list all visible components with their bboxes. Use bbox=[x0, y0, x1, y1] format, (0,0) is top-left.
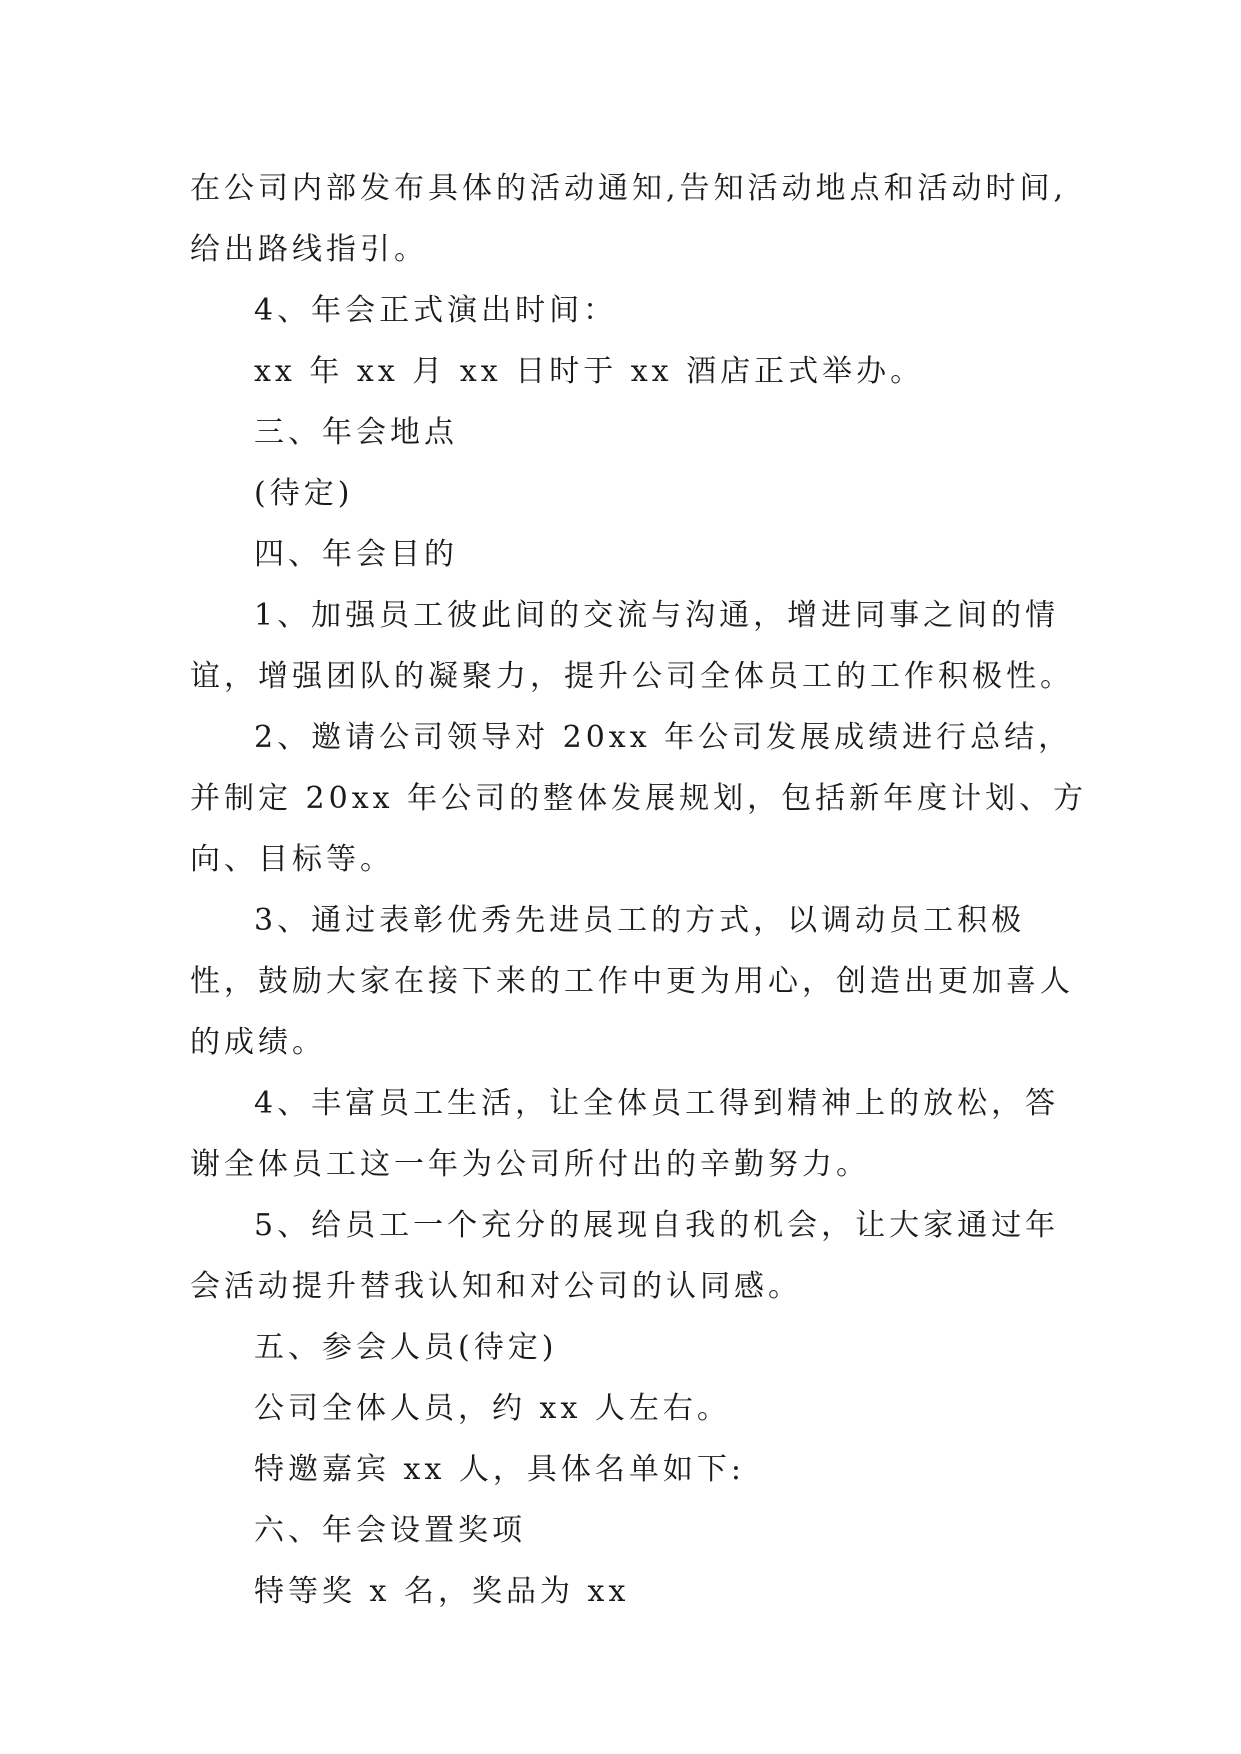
paragraph-show-time-heading: 4、年会正式演出时间： bbox=[254, 293, 618, 328]
paragraph-show-time: xx 年 xx 月 xx 日时于 xx 酒店正式举办。 bbox=[254, 354, 925, 389]
paragraph-venue: (待定) bbox=[254, 476, 354, 511]
document-body bbox=[190, 158, 1090, 1622]
paragraph-purpose-1: 1、加强员工彼此间的交流与沟通，增进同事之间的情谊，增强团队的凝聚力，提升公司全体员工的工作积极性。 bbox=[190, 598, 1074, 694]
paragraph-purpose-4: 4、丰富员工生活，让全体员工得到精神上的放松，答谢全体员工这一年为公司所付出的辛勤努力。 bbox=[190, 1086, 1060, 1182]
section-heading-attendees: 五、参会人员(待定) bbox=[254, 1330, 558, 1365]
paragraph-notice: 在公司内部发布具体的活动通知,告知活动地点和活动时间,给出路线指引。 bbox=[190, 171, 1068, 267]
paragraph-purpose-3: 3、通过表彰优秀先进员工的方式，以调动员工积极性，鼓励大家在接下来的工作中更为用心，创造出更加喜人的成绩。 bbox=[190, 903, 1074, 1060]
paragraph-purpose-2: 2、邀请公司领导对 20xx 年公司发展成绩进行总结，并制定 20xx 年公司的整体发展规划，包括新年度计划、方向、目标等。 bbox=[190, 720, 1088, 877]
paragraph-purpose-5: 5、给员工一个充分的展现自我的机会，让大家通过年会活动提升替我认知和对公司的认同感。 bbox=[190, 1208, 1060, 1304]
paragraph-guests: 特邀嘉宾 xx 人，具体名单如下: bbox=[254, 1452, 746, 1487]
paragraph-grand-prize: 特等奖 x 名，奖品为 xx bbox=[254, 1574, 630, 1609]
section-heading-venue: 三、年会地点 bbox=[254, 415, 458, 450]
section-heading-awards: 六、年会设置奖项 bbox=[254, 1513, 526, 1548]
paragraph-attendees: 公司全体人员，约 xx 人左右。 bbox=[254, 1391, 731, 1426]
section-heading-purpose: 四、年会目的 bbox=[254, 537, 458, 572]
